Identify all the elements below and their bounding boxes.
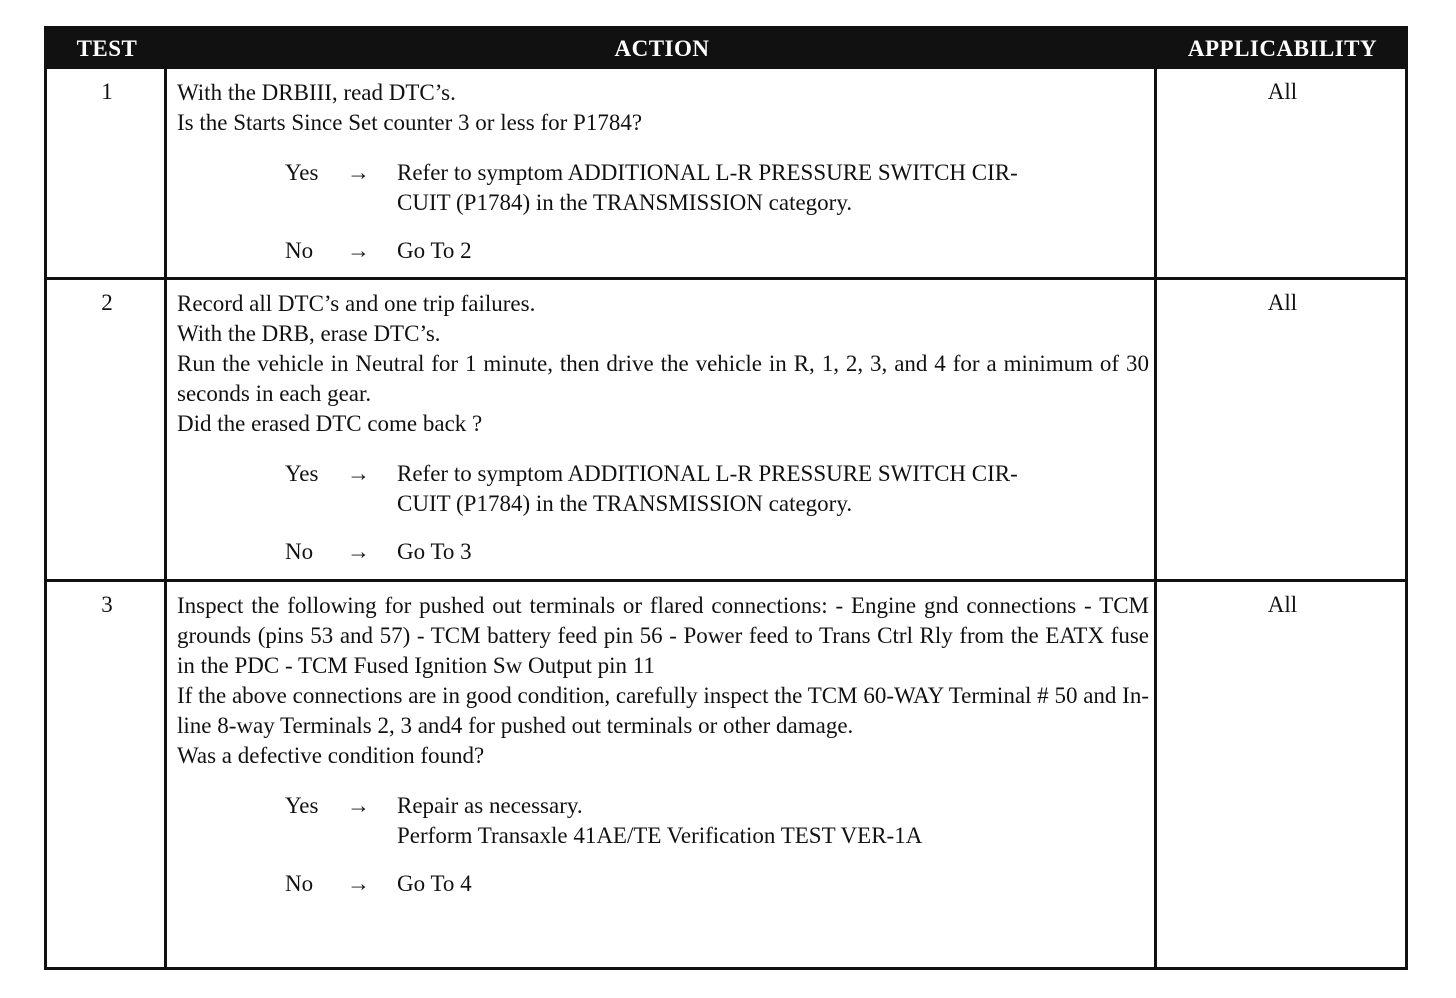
no-answer [177, 869, 1149, 899]
arrow-icon: → [347, 871, 370, 896]
yes-label: Yes [285, 160, 319, 185]
yes-answer [177, 158, 1149, 218]
action-line: Is the Starts Since Set counter 3 or less for P1784? [177, 110, 643, 135]
table-row [47, 579, 1405, 967]
header-action: ACTION [614, 36, 710, 61]
action-line: If the above connections are in good condition, carefully inspect the TCM 60-WAY Terminal # 50 and In-line 8-way Terminals 2, 3 and4 for pushed out terminals or other damage. [177, 683, 1149, 738]
action-cell [177, 289, 1149, 585]
action-line: Was a defective condition found? [177, 743, 485, 768]
yes-answer [177, 791, 1149, 851]
arrow-icon: → [347, 160, 370, 185]
applicability-value: All [1267, 290, 1298, 315]
yes-line: CUIT (P1784) in the TRANSMISSION category. [397, 491, 853, 516]
test-number: 3 [101, 592, 113, 617]
table-row [47, 277, 1405, 579]
yes-line: CUIT (P1784) in the TRANSMISSION category. [397, 190, 853, 215]
no-text: Go To 3 [397, 539, 472, 564]
yes-label: Yes [285, 793, 319, 818]
arrow-icon: → [347, 539, 370, 564]
arrow-icon: → [347, 793, 370, 818]
yes-line: Perform Transaxle 41AE/TE Verification TEST VER-1A [397, 823, 923, 848]
header-applicability: APPLICABILITY [1187, 36, 1378, 61]
action-cell [177, 591, 1149, 917]
answers [177, 158, 1149, 266]
no-answer [177, 236, 1149, 266]
arrow-icon: → [347, 461, 370, 486]
answers [177, 791, 1149, 899]
test-number: 2 [101, 290, 113, 315]
diagnostic-table [44, 26, 1408, 970]
action-cell [177, 78, 1149, 284]
yes-line: Repair as necessary. [397, 793, 583, 818]
action-line: Run the vehicle in Neutral for 1 minute, then drive the vehicle in R, 1, 2, 3, and 4 for a minimum of 30 seconds in each gear. [177, 351, 1149, 406]
action-line: With the DRBIII, read DTC’s. [177, 80, 456, 105]
answers [177, 459, 1149, 567]
table-row [47, 69, 1405, 277]
test-number: 1 [101, 79, 113, 104]
yes-label: Yes [285, 461, 319, 486]
action-line: Record all DTC’s and one trip failures. [177, 291, 536, 316]
arrow-icon: → [347, 238, 370, 263]
yes-answer [177, 459, 1149, 519]
no-label: No [285, 238, 314, 263]
no-answer [177, 537, 1149, 567]
applicability-value: All [1267, 592, 1298, 617]
no-text: Go To 4 [397, 871, 472, 896]
no-label: No [285, 871, 314, 896]
yes-line: Refer to symptom ADDITIONAL L-R PRESSURE SWITCH CIR- [397, 461, 1018, 486]
no-label: No [285, 539, 314, 564]
no-text: Go To 2 [397, 238, 472, 263]
action-line: Inspect the following for pushed out terminals or flared connections: - Engine gnd connections - TCM grounds (pins 53 and 57) - TCM battery feed pin 56 - Power feed to Trans Ctrl Rly from the EATX fuse in the PDC - TCM Fused Ignition Sw Output pin 11 [177, 593, 1149, 678]
header-test: TEST [76, 36, 138, 61]
table-header [47, 29, 1405, 69]
applicability-value: All [1267, 79, 1298, 104]
yes-line: Refer to symptom ADDITIONAL L-R PRESSURE SWITCH CIR- [397, 160, 1018, 185]
action-line: Did the erased DTC come back ? [177, 411, 483, 436]
action-line: With the DRB, erase DTC’s. [177, 321, 441, 346]
